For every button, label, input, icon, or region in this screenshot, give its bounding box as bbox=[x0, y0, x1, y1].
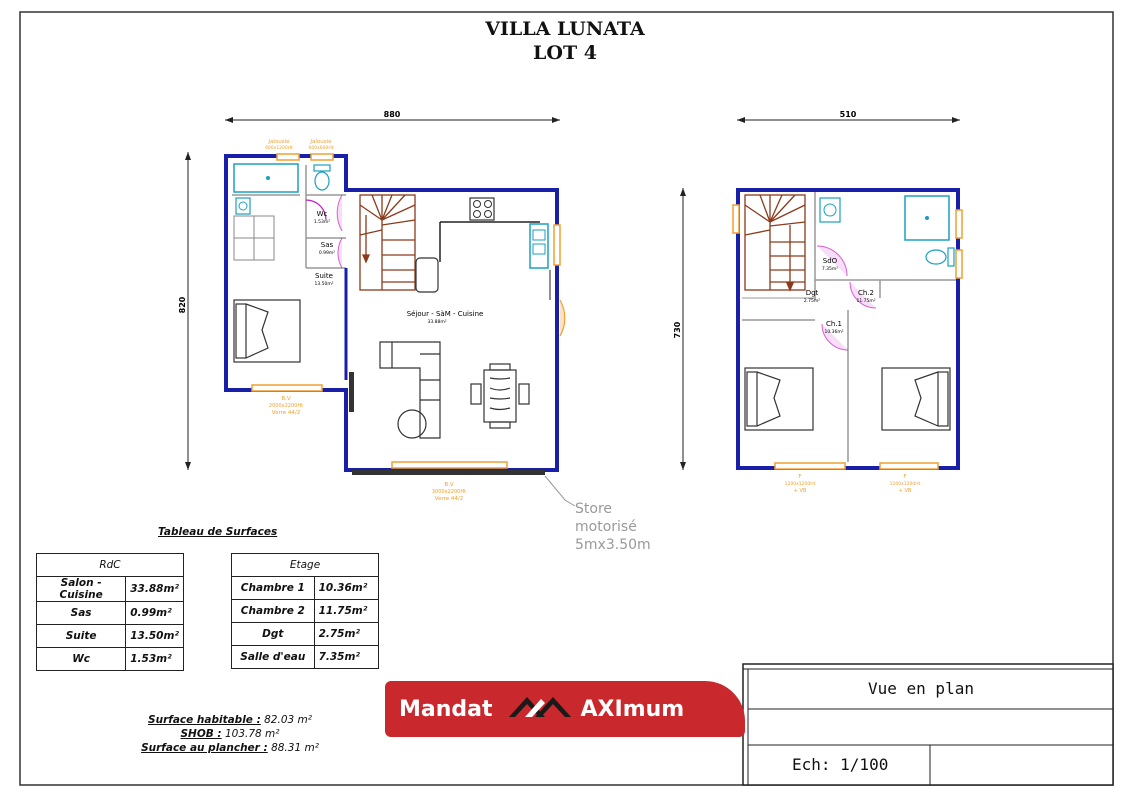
wc-toilet-etage bbox=[948, 248, 954, 266]
label-suite-area: 13.50m² bbox=[314, 282, 334, 287]
fridge bbox=[416, 258, 438, 292]
brand-watermark bbox=[385, 681, 745, 737]
svg-text:Jalousie: Jalousie bbox=[310, 139, 332, 145]
svg-text:F: F bbox=[903, 474, 907, 480]
svg-text:+ VB: + VB bbox=[898, 488, 912, 494]
door-suite bbox=[338, 238, 342, 268]
svg-text:B.V: B.V bbox=[444, 482, 454, 488]
view-label: Vue en plan bbox=[868, 679, 974, 698]
table-row: Wc 1.53m² bbox=[37, 648, 184, 671]
bay-window-suite bbox=[252, 385, 322, 391]
jalousie-window-1 bbox=[277, 154, 299, 160]
rdc-outer-wall bbox=[226, 156, 557, 470]
table-row: Salle d'eau 7.35m² bbox=[232, 646, 379, 669]
washbasin-rdc bbox=[236, 198, 250, 214]
store-annotation: Store motorisé 5mx3.50m bbox=[575, 501, 651, 553]
table-row: Chambre 2 11.75m² bbox=[232, 600, 379, 623]
etage-surface-table bbox=[231, 553, 379, 669]
scale-label: Ech: 1/100 bbox=[792, 755, 889, 774]
surfaces-caption: Tableau de Surfaces bbox=[158, 526, 278, 538]
table-row: Chambre 1 10.36m² bbox=[232, 577, 379, 600]
label-sdo: SdO bbox=[822, 257, 838, 265]
staircase-rdc bbox=[360, 195, 415, 290]
tv bbox=[349, 372, 354, 412]
label-ch2-area: 11.75m² bbox=[856, 299, 876, 304]
motorized-blind bbox=[352, 470, 545, 475]
dim-height-rdc: 820 bbox=[178, 296, 187, 314]
kitchen-window bbox=[554, 225, 560, 265]
plan-rdc bbox=[178, 110, 575, 506]
bay-window-main bbox=[392, 462, 507, 468]
label-dgt-area: 2.75m² bbox=[803, 299, 821, 304]
label-ch1: Ch.1 bbox=[825, 320, 843, 328]
bed-ch1 bbox=[745, 368, 813, 430]
brand-logo-icon bbox=[505, 693, 577, 725]
svg-text:3000x2200Ht: 3000x2200Ht bbox=[431, 489, 467, 495]
svg-text:600x1200Ht: 600x1200Ht bbox=[265, 146, 293, 151]
table-row: Suite 13.50m² bbox=[37, 625, 184, 648]
label-sejour: Séjour - SàM - Cuisine bbox=[406, 310, 484, 318]
page-title-line1: VILLA LUNATA bbox=[485, 18, 645, 40]
staircase-etage bbox=[745, 195, 805, 290]
surface-summary: Surface habitable : 82.03 m² SHOB : 103.78 m² Surface au plancher : 88.31 m² bbox=[141, 714, 319, 754]
dining-table bbox=[471, 364, 529, 428]
window-ch1 bbox=[775, 463, 845, 469]
label-wc-area: 1.53m² bbox=[313, 220, 331, 225]
svg-text:B.V: B.V bbox=[281, 396, 291, 402]
svg-text:F: F bbox=[798, 474, 802, 480]
table-row: Salon - Cuisine 33.88m² bbox=[37, 577, 184, 602]
label-sas-area: 0.99m² bbox=[318, 251, 336, 256]
wc-toilet-rdc bbox=[314, 165, 330, 171]
window-shower-etage bbox=[956, 210, 962, 238]
label-ch2: Ch.2 bbox=[857, 289, 875, 297]
svg-text:Jalousie: Jalousie bbox=[268, 139, 290, 145]
washbasin-etage bbox=[820, 198, 840, 222]
table-row: Sas 0.99m² bbox=[37, 602, 184, 625]
brand-left-text: Mandat bbox=[399, 696, 493, 722]
svg-text:600x600Ht: 600x600Ht bbox=[308, 146, 334, 151]
svg-text:1200x1200Ht: 1200x1200Ht bbox=[889, 482, 921, 487]
brand-right-text: AXImum bbox=[580, 696, 685, 722]
sofa bbox=[380, 342, 440, 438]
dim-width-rdc: 880 bbox=[383, 110, 401, 119]
window-ch2 bbox=[880, 463, 938, 469]
jalousie-window-2 bbox=[311, 154, 333, 160]
label-sejour-area: 33.88m² bbox=[427, 320, 447, 325]
window-stair-etage bbox=[733, 205, 739, 233]
svg-text:+ VB: + VB bbox=[793, 488, 807, 494]
bed-ch2 bbox=[882, 368, 950, 430]
rdc-table-header: RdC bbox=[37, 554, 184, 577]
rdc-surface-table bbox=[36, 553, 184, 671]
dim-height-etage: 730 bbox=[673, 321, 682, 339]
svg-text:Verre 44/2: Verre 44/2 bbox=[434, 496, 464, 502]
label-ch1-area: 10.36m² bbox=[824, 330, 844, 335]
label-dgt: Dgt bbox=[805, 289, 819, 297]
window-wc-etage bbox=[956, 250, 962, 278]
label-sas: Sas bbox=[320, 241, 334, 249]
bed-suite bbox=[234, 300, 300, 362]
dim-width-etage: 510 bbox=[839, 110, 857, 119]
label-suite: Suite bbox=[315, 272, 333, 280]
entrance-door bbox=[560, 300, 565, 336]
svg-text:2000x2200Ht: 2000x2200Ht bbox=[268, 403, 304, 409]
label-sdo-area: 7.35m² bbox=[821, 267, 839, 272]
svg-text:Verre 44/2: Verre 44/2 bbox=[271, 410, 301, 416]
label-wc: Wc bbox=[316, 210, 328, 218]
table-row: Dgt 2.75m² bbox=[232, 623, 379, 646]
plan-etage bbox=[673, 110, 962, 494]
etage-table-header: Etage bbox=[232, 554, 379, 577]
svg-text:1200x1200Ht: 1200x1200Ht bbox=[784, 482, 816, 487]
page-title-line2: LOT 4 bbox=[533, 42, 597, 64]
